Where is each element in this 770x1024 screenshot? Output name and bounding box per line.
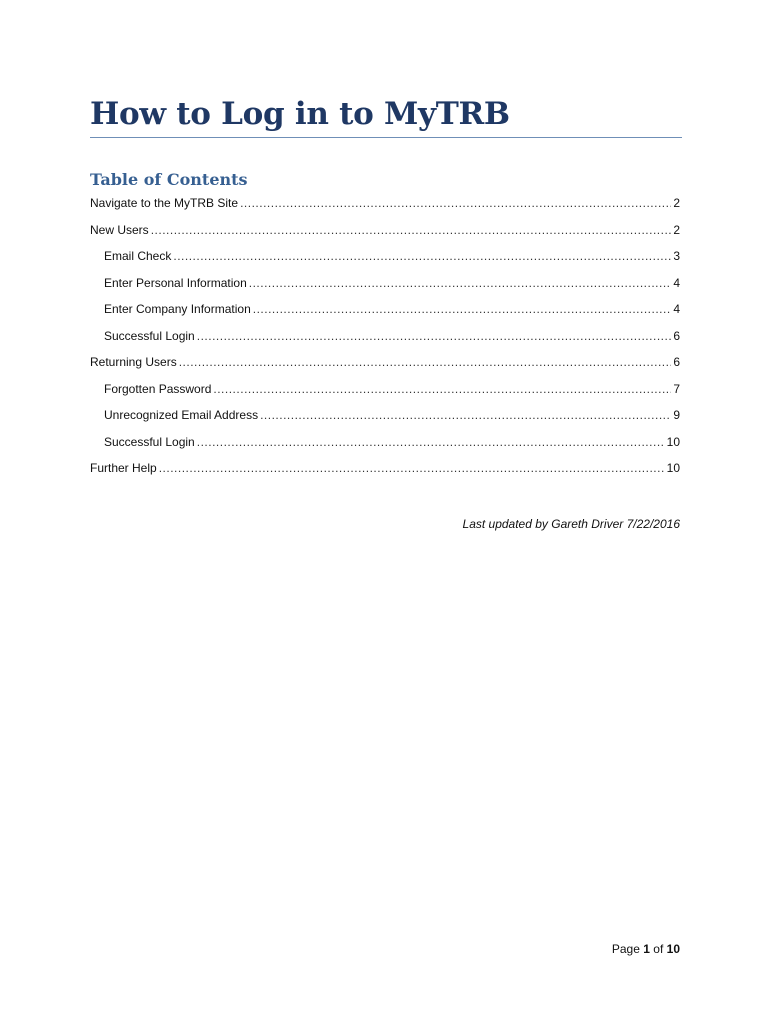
toc-dot-leader xyxy=(249,272,672,294)
total-pages-number: 10 xyxy=(666,942,680,956)
toc-entry-label: Enter Company Information xyxy=(104,302,251,316)
toc-dot-leader xyxy=(197,325,672,347)
toc-entry-label: Returning Users xyxy=(90,355,177,369)
toc-entry-label: Unrecognized Email Address xyxy=(104,408,259,422)
toc-dot-leader xyxy=(173,245,671,267)
toc-dot-leader xyxy=(240,192,671,214)
toc-dot-leader xyxy=(253,298,672,320)
toc-heading: Table of Contents xyxy=(90,170,248,189)
toc-dot-leader xyxy=(197,431,665,453)
toc-entry-page: 6 xyxy=(673,355,680,369)
toc-entry-page: 2 xyxy=(673,196,680,210)
toc-entry-new-successful-login[interactable] xyxy=(90,325,680,352)
toc-dot-leader xyxy=(159,457,665,479)
toc-entry-forgotten-password[interactable] xyxy=(90,378,680,405)
toc-entry-further-help[interactable] xyxy=(90,457,680,484)
table-of-contents xyxy=(90,192,680,484)
toc-entry-company-information[interactable] xyxy=(90,298,680,325)
toc-entry-label: Successful Login xyxy=(104,328,195,343)
toc-entry-page: 4 xyxy=(673,302,680,316)
toc-entry-navigate[interactable] xyxy=(90,192,680,219)
page-number-footer xyxy=(612,942,680,956)
toc-entry-label: Navigate to the MyTRB Site xyxy=(90,196,239,210)
toc-entry-returning-successful-login[interactable] xyxy=(90,431,680,458)
toc-entry-page: 6 xyxy=(673,328,680,343)
document-title: How to Log in to MyTRB xyxy=(90,96,510,132)
toc-entry-page: 2 xyxy=(673,222,680,237)
toc-dot-leader xyxy=(260,404,671,426)
toc-entry-page: 4 xyxy=(673,275,680,290)
toc-entry-label: Email Check xyxy=(104,249,172,263)
toc-entry-label: New Users xyxy=(90,222,149,237)
toc-entry-returning-users[interactable] xyxy=(90,351,680,378)
toc-entry-page: 9 xyxy=(673,408,680,422)
toc-dot-leader xyxy=(179,351,672,373)
toc-entry-label: Further Help xyxy=(90,461,157,475)
title-underline xyxy=(90,137,682,138)
toc-dot-leader xyxy=(151,219,672,241)
toc-entry-label: Successful Login xyxy=(104,434,195,449)
toc-entry-page: 3 xyxy=(673,249,680,263)
toc-entry-label: Enter Personal Information xyxy=(104,275,247,290)
toc-entry-unrecognized-email[interactable] xyxy=(90,404,680,431)
toc-entry-page: 10 xyxy=(666,434,680,449)
toc-entry-new-users[interactable] xyxy=(90,219,680,246)
page-word: Page xyxy=(611,942,640,956)
toc-dot-leader xyxy=(213,378,671,400)
toc-entry-personal-information[interactable] xyxy=(90,272,680,299)
toc-entry-label: Forgotten Password xyxy=(104,381,212,396)
current-page-number: 1 xyxy=(643,942,650,956)
last-updated-note: Last updated by Gareth Driver 7/22/2016 xyxy=(462,517,680,531)
toc-entry-page: 7 xyxy=(673,381,680,396)
toc-entry-email-check[interactable] xyxy=(90,245,680,272)
toc-entry-page: 10 xyxy=(666,461,680,475)
of-word: of xyxy=(653,942,664,956)
